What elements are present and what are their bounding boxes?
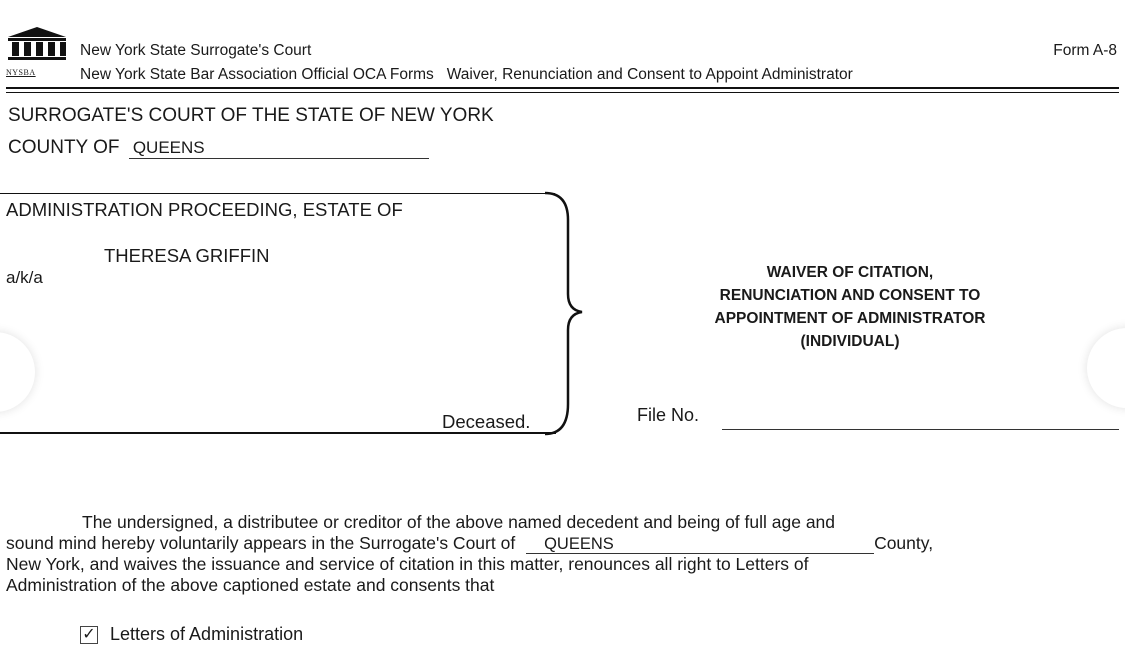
checkmark-icon: ✓ [82,626,96,643]
header-rule-thin [6,92,1119,93]
court-name: New York State Surrogate's Court [80,42,312,59]
letters-of-administration-checkbox[interactable] [80,626,98,644]
body-line-3: New York, and waives the issuance and service of citation in this matter, renounces all right to Letters of [6,554,809,574]
caption-top-rule [0,193,555,194]
body-line-1: The undersigned, a distributee or creditor of the above named decedent and being of full age and [82,512,836,532]
county-field[interactable] [129,138,429,159]
header-rule-thick [6,87,1119,89]
caption-bottom-rule [0,432,556,434]
county-value: QUEENS [132,138,205,157]
document-title-line-2: RENUNCIATION AND CONSENT TO [719,287,981,304]
body-county-value: QUEENS [544,535,614,553]
document-title-line-1: WAIVER OF CITATION, [766,264,934,281]
proceeding-label: ADMINISTRATION PROCEEDING, ESTATE OF [6,199,403,220]
county-label: COUNTY OF [8,137,120,158]
next-page-button[interactable] [1087,328,1125,408]
body-county-field[interactable] [526,535,874,554]
file-no-field[interactable] [722,408,1119,430]
form-number: Form A-8 [1053,42,1117,59]
previous-page-button[interactable] [0,332,35,412]
deceased-label: Deceased. [442,411,531,432]
county-row [8,137,429,159]
form-title: Waiver, Renunciation and Consent to Appoint Administrator [446,66,853,83]
caption-brace [540,190,590,438]
body-line-2-start: sound mind hereby voluntarily appears in the Surrogate's Court of [6,533,516,553]
file-no-label: File No. [637,405,700,425]
decedent-name: THERESA GRIFFIN [104,245,270,266]
publisher-line [80,66,853,84]
body-line-2 [6,533,933,554]
aka-label: a/k/a [6,268,43,287]
document-title-line-3: APPOINTMENT OF ADMINISTRATOR [714,310,986,327]
document-title-line-4: (INDIVIDUAL) [800,333,900,350]
publisher: New York State Bar Association Official OCA Forms [80,66,434,83]
court-heading: SURROGATE'S COURT OF THE STATE OF NEW YORK [8,105,494,126]
body-line-2-end: County, [874,533,934,553]
body-line-4: Administration of the above captioned estate and consents that [6,575,495,595]
logo-text: NYSBA [6,68,36,77]
document-title [640,261,1060,353]
letters-of-administration-label: Letters of Administration [110,624,304,644]
courthouse-logo-icon [6,26,68,62]
